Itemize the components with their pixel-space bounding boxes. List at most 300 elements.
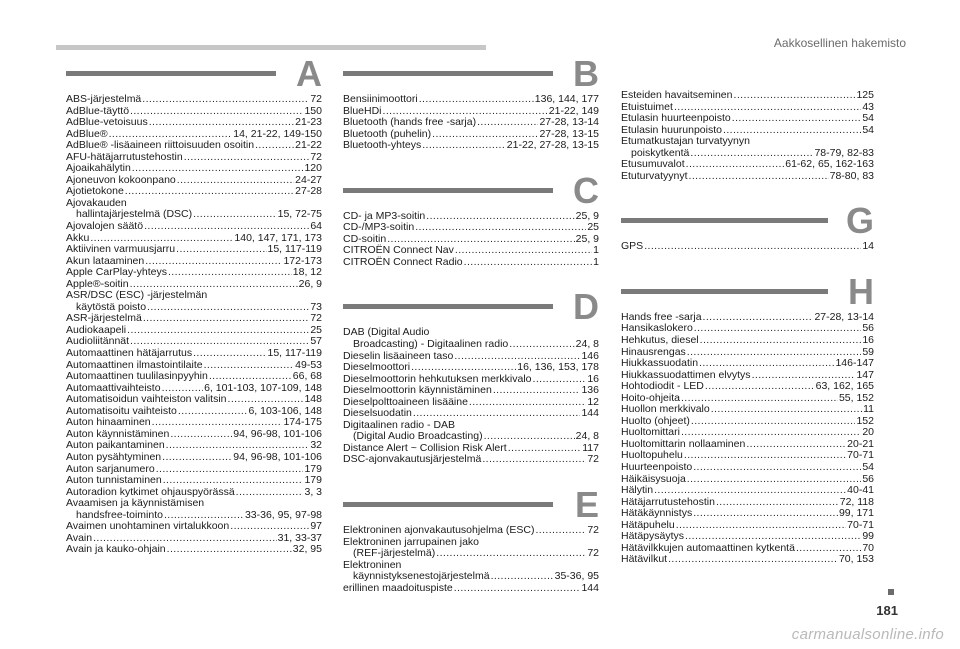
index-entry — [66, 244, 322, 256]
index-entry-row — [66, 140, 322, 152]
index-term: Aktiivinen varmuusjarru — [66, 243, 176, 256]
index-entry — [66, 221, 322, 233]
dot-leader — [491, 571, 554, 583]
index-entry — [66, 498, 322, 521]
index-term: CD-soitin — [343, 232, 387, 245]
index-pages: 70-71 — [847, 518, 874, 531]
index-pages: 6, 101-103, 107-109, 148 — [204, 381, 322, 394]
index-pages: 72 — [310, 150, 322, 163]
index-section — [621, 200, 874, 253]
index-section — [621, 90, 874, 182]
index-term: hallintajärjestelmä (DSC) — [76, 208, 193, 221]
index-term: Ajoaikahälytin — [66, 162, 131, 175]
section-letter: A — [296, 53, 322, 94]
index-term: Avain ja kauko-ohjain — [66, 543, 166, 556]
index-entry-row — [343, 257, 599, 269]
index-term: Avain — [66, 531, 93, 544]
index-pages: 27-28 — [295, 185, 322, 198]
dot-leader — [700, 335, 862, 347]
index-entry — [343, 257, 599, 269]
dot-leader — [142, 94, 309, 106]
index-entry — [66, 371, 322, 383]
index-term: Auton tunnistaminen — [66, 474, 162, 487]
index-entry-row — [343, 525, 599, 537]
section-rule — [66, 71, 276, 76]
index-term: CITROËN Connect Radio — [343, 255, 463, 268]
index-term: Automaattinen hätäjarrutus — [66, 347, 193, 360]
index-entry — [621, 171, 874, 183]
index-entry — [343, 560, 599, 583]
index-entry-row — [621, 474, 874, 486]
section-rule — [343, 304, 553, 309]
dot-leader — [184, 152, 310, 164]
index-pages: 136, 144, 177 — [534, 93, 599, 105]
dot-leader — [676, 520, 846, 532]
index-pages: 56 — [862, 322, 874, 335]
index-pages: 1 — [593, 255, 599, 268]
index-term: Hätäkäynnistys — [621, 507, 693, 520]
index-pages: 25, 9 — [575, 209, 599, 222]
index-entry-row — [66, 244, 322, 256]
index-entry — [66, 544, 322, 556]
index-entry-row — [66, 94, 322, 106]
dot-leader — [168, 267, 292, 279]
index-pages: 57 — [310, 335, 322, 348]
dot-leader — [411, 362, 516, 374]
index-pages: 21-22 — [295, 139, 322, 152]
dot-leader — [130, 106, 303, 118]
index-pages: 54 — [862, 112, 874, 125]
index-entry-row — [66, 117, 322, 129]
index-pages: 32, 95 — [292, 543, 322, 556]
index-pages: 25 — [310, 323, 322, 336]
index-pages: 72 — [587, 547, 599, 560]
index-term: Hälytin — [621, 484, 654, 497]
index-entry-row — [621, 113, 874, 125]
dot-leader — [193, 209, 277, 221]
dot-leader — [716, 497, 839, 509]
index-term: Bluetooth (puhelin) — [343, 127, 432, 140]
index-pages: 146 — [581, 349, 599, 362]
index-term: Hiukkassuodatin — [621, 357, 699, 370]
index-entry — [343, 525, 599, 537]
dot-leader — [644, 241, 861, 253]
index-pages: 32 — [310, 439, 322, 452]
index-pages: 72 — [310, 93, 322, 105]
index-term: AdBlue-täyttö — [66, 104, 130, 117]
dot-leader — [691, 416, 856, 428]
index-term: CD- ja MP3-soitin — [343, 209, 426, 222]
index-term: Esteiden havaitseminen — [621, 89, 733, 101]
index-pages: 140, 147, 171, 173 — [234, 231, 322, 244]
dot-leader — [654, 485, 846, 497]
section-header — [621, 200, 874, 242]
index-entry-row — [621, 358, 874, 370]
section-rule — [621, 218, 828, 223]
index-pages: 78-80, 83 — [829, 169, 874, 182]
index-entry-row — [343, 454, 599, 466]
dot-leader — [684, 450, 846, 462]
index-pages: 54 — [862, 461, 874, 474]
index-entry — [66, 452, 322, 464]
dot-leader — [477, 117, 538, 129]
section-header — [621, 270, 874, 312]
index-entry — [621, 335, 874, 347]
index-pages: 31, 33-37 — [277, 531, 322, 544]
index-term: Hands free -sarja — [621, 310, 702, 323]
index-pages: 3, 3 — [304, 485, 322, 498]
index-term: Hätäpysäytys — [621, 530, 685, 543]
index-term: Etuistuimet — [621, 100, 673, 113]
index-term: Häikäisysuoja — [621, 472, 686, 485]
section-rule — [621, 289, 828, 294]
index-term: AFU-hätäjarrutustehostin — [66, 150, 183, 163]
dot-leader — [204, 360, 295, 372]
index-pages: 43 — [862, 100, 874, 113]
dot-leader — [415, 222, 586, 234]
dot-leader — [236, 487, 304, 499]
index-pages: 172-173 — [283, 254, 322, 267]
index-term: Dieselmoottori — [343, 361, 411, 374]
index-term: (Digital Audio Broadcasting) — [353, 430, 483, 443]
index-term: Hätäpuhelu — [621, 518, 675, 531]
index-pages: 49-53 — [295, 358, 322, 371]
index-term: Etulasin huurunpoisto — [621, 123, 722, 136]
index-term: Huoltopuhelu — [621, 449, 683, 462]
index-pages: 66, 68 — [292, 370, 322, 383]
index-entry-heading: Etumatkustajan turvatyynyn — [621, 135, 750, 148]
index-pages: 14, 21-22, 149-150 — [233, 127, 322, 140]
index-term: Automatisoitu vaihteisto — [66, 404, 177, 417]
index-entry-row — [343, 94, 599, 106]
index-term: Hansikaslokero — [621, 322, 693, 335]
index-pages: 14 — [862, 240, 874, 253]
section-header — [66, 53, 322, 94]
index-term: Akun lataaminen — [66, 254, 145, 267]
index-pages: 144 — [581, 581, 599, 594]
index-pages: 18, 12 — [292, 266, 322, 279]
index-pages: 72 — [587, 453, 599, 466]
index-pages: 15, 117-119 — [267, 243, 322, 256]
dot-leader — [689, 171, 829, 183]
dot-leader — [705, 381, 815, 393]
index-pages: 99, 171 — [838, 507, 874, 520]
section-letter: G — [845, 200, 874, 242]
index-term: Bensiinimoottori — [343, 93, 418, 105]
index-entry — [621, 358, 874, 370]
dot-leader — [509, 339, 574, 351]
dot-leader — [143, 313, 309, 325]
index-section — [66, 53, 322, 556]
index-term: Broadcasting) - Digitaalinen radio — [353, 338, 509, 351]
index-term: BlueHDi — [343, 104, 382, 117]
index-term: Apple CarPlay-yhteys — [66, 266, 167, 279]
index-term: Akku — [66, 231, 90, 244]
index-entry — [621, 474, 874, 486]
section-rule — [343, 502, 553, 507]
index-entry — [343, 537, 599, 560]
index-term: AdBlue-vetoisuus — [66, 116, 148, 129]
index-entry-row — [343, 548, 599, 560]
index-term: Hohtodiodit - LED — [621, 380, 704, 393]
dot-leader — [711, 404, 862, 416]
index-entry-row — [621, 241, 874, 253]
index-entry-row — [621, 462, 874, 474]
index-pages: 27-28, 13-14 — [539, 116, 599, 129]
index-entry — [343, 362, 599, 374]
index-pages: 27-28, 13-15 — [539, 127, 599, 140]
index-term: Dieselpolttoaineen lisääine — [343, 395, 468, 408]
index-term: GPS — [621, 240, 644, 253]
index-pages: 56 — [862, 472, 874, 485]
dot-leader — [482, 454, 586, 466]
index-term: Hehkutus, diesel — [621, 334, 699, 347]
index-entry-row — [621, 554, 874, 566]
index-pages: 63, 162, 165 — [815, 380, 874, 393]
index-pages: 125 — [856, 89, 874, 101]
index-entry — [343, 140, 599, 152]
index-pages: 117 — [582, 441, 599, 454]
index-entry-row — [343, 140, 599, 152]
index-entry — [343, 583, 599, 595]
index-pages: 15, 117-119 — [267, 347, 322, 360]
index-term: CITROËN Connect Nav — [343, 244, 454, 257]
section-letter: D — [573, 286, 599, 328]
index-term: Bluetooth (hands free -sarja) — [343, 116, 477, 129]
index-entry-row — [66, 348, 322, 360]
index-pages: 147 — [856, 368, 874, 381]
index-term: Distance Alert ~ Collision Risk Alert — [343, 441, 507, 454]
index-entry — [66, 475, 322, 487]
index-entry-heading: Elektroninen — [343, 558, 402, 571]
index-term: ABS-järjestelmä — [66, 93, 142, 105]
index-term: Automatisoidun vaihteiston valitsin — [66, 393, 227, 406]
section-letter: H — [848, 270, 874, 312]
dot-leader — [533, 374, 587, 386]
index-pages: 25 — [587, 221, 599, 234]
index-entry — [343, 420, 599, 443]
dot-leader — [694, 323, 862, 335]
dot-leader — [686, 159, 785, 171]
index-pages: 16, 136, 153, 178 — [517, 361, 599, 374]
index-term: Etuturvatyynyt — [621, 169, 688, 182]
index-pages: 20 — [862, 426, 874, 439]
dot-leader — [147, 302, 309, 314]
index-entry — [343, 454, 599, 466]
index-entry — [66, 198, 322, 221]
dot-leader — [176, 244, 266, 256]
index-entry-row — [621, 335, 874, 347]
index-section — [621, 270, 874, 566]
index-pages: 21-22, 149 — [548, 104, 599, 117]
index-term: Hinausrengas — [621, 345, 686, 358]
index-pages: 72, 118 — [839, 495, 874, 508]
dot-leader — [699, 358, 834, 370]
index-entry-heading: Ajovakauden — [66, 196, 127, 209]
index-term: Auton hinaaminen — [66, 416, 151, 429]
dot-leader — [127, 325, 309, 337]
index-term: Huurteenpoisto — [621, 461, 693, 474]
dot-leader — [693, 462, 861, 474]
dot-leader — [732, 113, 862, 125]
index-pages: 70 — [862, 541, 874, 554]
index-term: Dieselmoottorin käynnistäminen — [343, 384, 492, 397]
dot-leader — [125, 186, 294, 198]
index-term: käynnistyksenestojärjestelmä — [353, 570, 490, 583]
index-entry-row — [621, 90, 874, 102]
index-entry — [621, 462, 874, 474]
index-entry — [621, 90, 874, 102]
index-entry — [621, 113, 874, 125]
index-entry-row — [343, 583, 599, 595]
index-entry-row — [343, 362, 599, 374]
section-rule — [343, 188, 553, 193]
index-term: Etulasin huurteenpoisto — [621, 112, 731, 125]
index-section — [343, 53, 599, 152]
index-column-2 — [343, 53, 599, 594]
index-pages: 12 — [587, 395, 599, 408]
index-entry-heading: Digitaalinen radio - DAB — [343, 418, 456, 431]
index-pages: 40-41 — [847, 484, 874, 497]
dot-leader — [149, 117, 294, 129]
index-pages: 35-36, 95 — [554, 570, 599, 583]
index-term: Dieselsuodatin — [343, 407, 412, 420]
index-entry-row — [66, 452, 322, 464]
index-term: Automaattinen tuulilasinpyyhin — [66, 370, 208, 383]
index-term: Hiukkassuodattimen elvytys — [621, 368, 751, 381]
index-term: Hoito-ohjeita — [621, 391, 680, 404]
section-rule — [343, 71, 553, 76]
index-entry — [621, 136, 874, 159]
index-term: Avaimen unohtaminen virtalukkoon — [66, 520, 230, 533]
index-pages: 24, 8 — [575, 338, 599, 351]
dot-leader — [454, 583, 581, 595]
section-header — [343, 169, 599, 211]
index-pages: 78-79, 82-83 — [814, 146, 874, 159]
index-entry — [343, 327, 599, 350]
index-pages: 179 — [304, 474, 322, 487]
index-term: Huoltomittarin nollaaminen — [621, 437, 746, 450]
dot-leader — [163, 475, 304, 487]
dot-leader — [734, 90, 856, 102]
index-entry-row — [66, 221, 322, 233]
index-column-1 — [66, 53, 322, 556]
dot-leader — [167, 544, 292, 556]
index-entry-row — [343, 117, 599, 129]
dot-leader — [177, 175, 294, 187]
index-term: käytöstä poisto — [76, 300, 147, 313]
index-pages: 54 — [862, 123, 874, 136]
index-pages: 73 — [310, 300, 322, 313]
index-pages: 179 — [304, 462, 322, 475]
dot-leader — [508, 443, 582, 455]
index-section — [343, 484, 599, 594]
dot-leader — [493, 385, 581, 397]
index-term: Bluetooth-yhteys — [343, 139, 422, 152]
index-pages: 59 — [862, 345, 874, 358]
index-term: Huolto (ohjeet) — [621, 414, 690, 427]
index-pages: 25, 9 — [575, 232, 599, 245]
dot-leader — [436, 548, 586, 560]
index-term: poiskytkentä — [631, 146, 690, 159]
index-entry-row — [621, 485, 874, 497]
index-term: Apple®-soitin — [66, 277, 129, 290]
index-pages: 21-23 — [295, 116, 322, 129]
index-pages: 16 — [862, 334, 874, 347]
dot-leader — [746, 439, 846, 451]
section-letter: E — [574, 484, 599, 526]
index-term: Ajoneuvon kokoonpano — [66, 173, 176, 186]
index-pages: 61-62, 65, 162-163 — [785, 158, 874, 171]
index-pages: 27-28, 13-14 — [814, 310, 874, 323]
index-term: Auton pysähtyminen — [66, 450, 162, 463]
index-column-3 — [621, 62, 874, 566]
dot-leader — [209, 371, 292, 383]
index-pages: 146-147 — [835, 357, 874, 370]
index-pages: 24-27 — [295, 173, 322, 186]
dot-leader — [469, 397, 586, 409]
dot-leader — [687, 474, 862, 486]
index-pages: 150 — [304, 104, 322, 117]
index-term: Audioliitännät — [66, 335, 130, 348]
index-pages: 1 — [593, 244, 599, 257]
section-letter: C — [573, 169, 599, 211]
index-term: Automaattivaihteisto — [66, 381, 161, 394]
index-section — [343, 286, 599, 466]
section-letter: B — [573, 53, 599, 94]
section-header — [343, 484, 599, 526]
index-pages: 24, 8 — [575, 430, 599, 443]
index-term: Huollon merkkivalo — [621, 403, 710, 416]
index-term: Hätäjarrutustehostin — [621, 495, 715, 508]
dot-leader — [170, 429, 232, 441]
index-entry — [621, 241, 874, 253]
dot-leader — [193, 348, 266, 360]
index-entry-heading: Avaamisen ja käynnistämisen — [66, 497, 205, 510]
dot-leader — [419, 94, 534, 106]
index-term: Auton paikantaminen — [66, 439, 165, 452]
index-term: Huoltomittari — [621, 426, 680, 439]
index-pages: 33-36, 95, 97-98 — [244, 508, 322, 521]
index-pages: 16 — [587, 372, 599, 385]
dot-leader — [703, 312, 814, 324]
index-pages: 72 — [310, 312, 322, 325]
dot-leader — [178, 406, 248, 418]
index-entry — [66, 140, 322, 152]
index-pages: 144 — [581, 407, 599, 420]
index-pages: 6, 103-106, 148 — [248, 404, 322, 417]
index-pages: 70, 153 — [838, 553, 874, 566]
index-entry-heading: ASR/DSC (ESC) -järjestelmän — [66, 289, 208, 302]
index-section — [343, 169, 599, 269]
index-pages: 70-71 — [847, 449, 874, 462]
index-entry-row — [66, 544, 322, 556]
dot-leader — [535, 525, 586, 537]
index-term: handsfree-toiminto — [76, 508, 163, 521]
index-pages: 152 — [856, 414, 874, 427]
dot-leader — [455, 245, 592, 257]
index-pages: 15, 72-75 — [277, 208, 322, 221]
index-pages: 97 — [310, 520, 322, 533]
page-number: 181 — [876, 603, 898, 618]
index-pages: 21-22, 27-28, 13-15 — [506, 139, 599, 152]
index-entry — [343, 94, 599, 106]
index-pages: 120 — [304, 162, 322, 175]
index-pages: 136 — [581, 384, 599, 397]
index-pages: 94, 96-98, 101-106 — [233, 450, 322, 463]
dot-leader — [162, 452, 232, 464]
index-entry — [343, 117, 599, 129]
